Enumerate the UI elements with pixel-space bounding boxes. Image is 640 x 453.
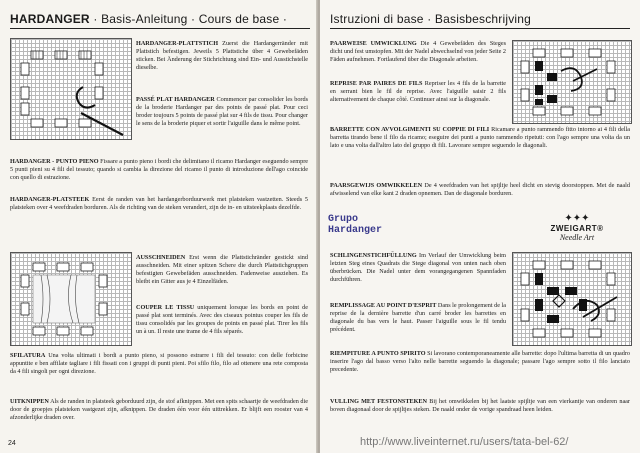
illustration-satin-stitch	[10, 38, 132, 140]
left-header-rule	[10, 28, 310, 29]
left-page-header	[10, 12, 287, 26]
section-remplissage: REMPLISSAGE AU POINT D'ESPRIT Dans le prolongement de la reprise de la dernière barrette d'un carré broder les barrettes en diagonale du bas vers le haut. Passer l'aiguille sous le fil tendu précédent.	[330, 302, 506, 333]
section-schlingenstich: SCHLINGENSTICHFÜLLUNG Im Verlauf der Umwicklung beim letzten Steg eines Quadrats die Stege diagonal von unten nach oben überbrücken. Die Nadel unter dem vorangegangenen Spannfaden durchführen.	[330, 252, 506, 283]
watermark-grupo-hardanger: Grupo Hardanger	[328, 214, 383, 236]
section-barrette-avvolgimenti: BARRETTE CON AVVOLGIMENTI SU COPPIE DI FILI Ricamare a punto rammendo fitto intorno ai 4 fili della barretta tirando bene il filo da ricamo; eseguire dei punti a punto rammendo ripetuti: con l'ago sempre una volta da un lato e una volta dall'altro lato del gruppo di fili. Lavorare sempre seguendo le diagonali.	[330, 126, 631, 149]
section-paarweise-umwicklung: PAARWEISE UMWICKLUNG Die 4 Gewebefäden des Steges dicht und fest umstopfen. Mit der Nadel abwechselnd von jeder Seite 2 Fäden aufnehmen. Fortlaufend über die Diagonale arbeiten.	[330, 40, 506, 63]
source-url[interactable]: http://www.liveinternet.ru/users/tata-bel-62/	[360, 436, 569, 448]
right-page-header	[330, 12, 531, 26]
section-hardanger-plattstich: HARDANGER-PLATTSTICH Zuerst die Hardangerränder mit Plattstich befestigen. Jeweils 5 Plattstiche über 4 Gewebefäden sticken. Bei Änderung der Stichrichtung sind Ein- und Ausstichstelle dieselbe.	[136, 40, 309, 71]
right-header-title: Istruzioni di base	[330, 12, 424, 26]
section-ausschneiden: AUSSCHNEIDEN Erst wenn die Plattstichränder gestickt sind ausschneiden. Mit einer spitzen Schere die durch Plattstichgruppen befestigten Gewebefäden ausschneiden. Fadenweise ausziehen. Es bleibt ein Gitter aus je 4 Einzelfäden.	[136, 254, 308, 285]
right-header-rule	[330, 28, 630, 29]
section-passe-plat: PASSÉ PLAT HARDANGER Commencer par consolider les bords de la broderie Hardanger par des points de passé plat. Pour ceci broder toujours 5 points de passé plat sur 4 fils de tissu. Pour changer le sens de la broderie piquer et sortir l'aiguille dans le même point.	[136, 96, 308, 127]
section-uitknippen: UITKNIPPEN Als de randen in platsteek geborduurd zijn, de stof afknippen. Met een spits schaartje de weefdraden die door de groepjes platsteken vastgezet zijn, afknippen. De draden één voor één uittrekken. Er blijft een rooster van 4 afzonderlijke draden over.	[10, 398, 308, 421]
illustration-woven-bars	[512, 40, 632, 124]
section-reprise-paires: REPRISE PAR PAIRES DE FILS Repriser les 4 fils de la barrette en serrant bien le fil de reprise. Avec l'aiguille saisir 2 fils alternativement de chaque côté. Continuer ainsi sur la diagonale.	[330, 80, 506, 103]
section-vulling: VULLING MET FESTONSTEKEN Bij het omwikkelen bij het laatste spijltje van een vierkantje van onderen naar boven diagonaal door de spijltjes steken. De naald onder de vorige spandraad heen leiden.	[330, 398, 630, 413]
zweigart-emblem-icon: ✦✦✦	[564, 213, 590, 224]
section-platsteek: HARDANGER-PLATSTEEK Eerst de randen van het hardangerborduurwerk met platsteken vastzetten. Steeds 5 platsteken over 4 weefdraden borduren. Als de richting van de steken verandert, zijn de in- en uitsteekplaats dezelfde.	[10, 196, 308, 211]
right-header-subtitle: · Basisbeschrijving	[427, 12, 532, 26]
section-couper-le-tissu: COUPER LE TISSU uniquement lorsque les bords en point de passé plat sont terminés. Avec des ciseaux pointus couper les fils de tissu consolidés par les groupes de points en passé plat. Tirer les fils un à un. Il reste une trame de 4 fils séparés.	[136, 304, 309, 335]
left-header-title: HARDANGER	[10, 12, 90, 26]
section-riempiture: RIEMPITURE A PUNTO SPIRITO Si lavorano contemporaneamente alle barrette: dopo l'ultima barretta di un quadro inserire l'ago dal basso verso l'alto nelle barrette seguendo la diagonale; passare l'ago sempre sotto il filo lanciato precedente.	[330, 350, 630, 373]
zweigart-logo: ✦✦✦ ZWEIGART® Needle Art	[532, 214, 622, 242]
left-page	[0, 0, 318, 453]
section-sfilatura: SFILATURA Una volta ultimati i bordi a punto pieno, si possono estrarre i fili del tessuto: con delle forbicine appuntite e ben affilate tagliare i fili fissati con i gruppi di punti pieni. Poi sfilo filo, filo ad ottenere una rete composta da 4 fili singoli per ogni direzione.	[10, 352, 309, 375]
section-paarsgewijs: PAARSGEWIJS OMWIKKELEN De 4 weefdraden van het spijltje heel dicht en stevig doorstoppen. Met de naald afwisselend van elke kant 2 draden opnemen. Dan de diagonale borduren.	[330, 182, 630, 197]
illustration-cutting	[10, 252, 132, 346]
left-header-subtitle: · Basis-Anleitung · Cours de base ·	[93, 12, 288, 26]
illustration-doves-eye-filling	[512, 252, 632, 346]
page-number: 24	[8, 440, 16, 447]
section-punto-pieno: HARDANGER - PUNTO PIENO Fissare a punto pieno i bordi che delimitano il ricamo Hardanger eseguendo sempre 5 punti pieni su 4 fili del tessuto; quando si cambia la direzione del ricamo il punto di introduzione dell'ago coincide con quello di estrazione.	[10, 158, 309, 181]
right-page	[320, 0, 640, 453]
